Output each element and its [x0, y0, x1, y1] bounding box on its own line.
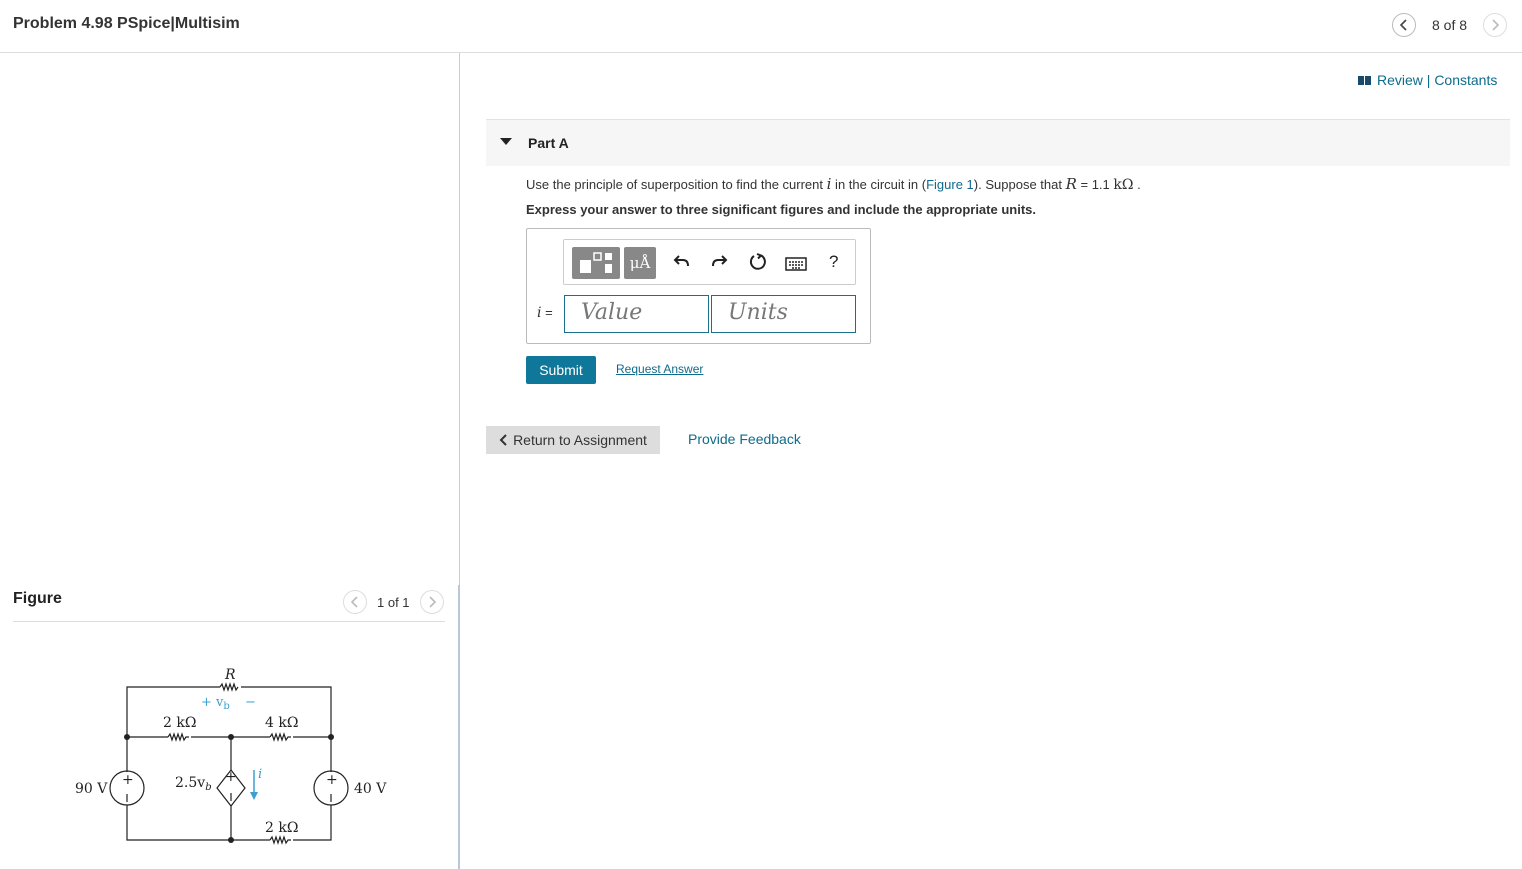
question-eq: = 1.1 — [1076, 177, 1114, 192]
question-mid: in the circuit in ( — [831, 177, 927, 192]
question-pre: Use the principle of superposition to find the current — [526, 177, 827, 192]
help-button[interactable]: ? — [829, 252, 839, 271]
value-input[interactable]: Value — [564, 295, 709, 333]
circuit-diagram — [60, 655, 400, 855]
next-problem-button[interactable] — [1483, 13, 1507, 37]
v2-plus: + — [326, 772, 338, 788]
part-title: Part A — [528, 135, 569, 151]
figure-divider — [13, 621, 445, 622]
v1-label: 90 V — [75, 781, 108, 797]
figure-link[interactable]: Figure 1 — [926, 177, 974, 192]
review-constants-label: Review | Constants — [1377, 72, 1498, 88]
question-post: ). Suppose that — [973, 177, 1066, 192]
previous-figure-button[interactable] — [343, 590, 367, 614]
keyboard-icon[interactable] — [785, 255, 807, 276]
redo-icon[interactable] — [710, 252, 728, 275]
next-figure-button[interactable] — [420, 590, 444, 614]
panel-resize-handle[interactable] — [458, 585, 460, 869]
question-unit: kΩ — [1113, 177, 1134, 193]
undo-icon[interactable] — [673, 252, 691, 275]
previous-problem-button[interactable] — [1392, 13, 1416, 37]
problem-pager: 8 of 8 — [1432, 17, 1468, 33]
answer-eq: = — [541, 305, 553, 320]
instruction-text: Express your answer to three significant figures and include the appropriate units. — [526, 202, 1036, 217]
chevron-right-icon — [1490, 19, 1500, 31]
question-var: i — [826, 175, 832, 193]
request-answer-link[interactable]: Request Answer — [616, 362, 704, 376]
question-text — [526, 175, 1141, 193]
v2-label: 40 V — [354, 781, 387, 797]
r3-label: 2 kΩ — [265, 820, 299, 836]
answer-variable-label — [537, 305, 553, 321]
question-end: . — [1133, 177, 1141, 192]
caret-down-icon[interactable] — [500, 138, 512, 145]
vb-label: + $v_b$ — [201, 695, 230, 712]
r1-label: 2 kΩ — [163, 715, 197, 731]
book-icon — [1358, 76, 1371, 85]
review-constants-link[interactable] — [1358, 72, 1497, 88]
figure-title: Figure — [13, 590, 62, 607]
page-title: Problem 4.98 PSpice|Multisim — [13, 15, 240, 32]
r-label: R — [225, 667, 236, 683]
reset-icon[interactable] — [748, 252, 768, 277]
submit-button[interactable]: Submit — [526, 356, 596, 384]
v1-plus: + — [122, 772, 134, 788]
templates-icon — [578, 251, 614, 275]
units-input[interactable]: Units — [711, 295, 856, 333]
vb-minus-label: − — [245, 695, 256, 710]
r2-label: 4 kΩ — [265, 715, 299, 731]
chevron-right-icon — [427, 596, 437, 608]
return-to-assignment-button[interactable] — [486, 426, 660, 454]
provide-feedback-link[interactable]: Provide Feedback — [688, 431, 801, 447]
question-r: R — [1065, 175, 1077, 193]
header-divider — [0, 52, 1522, 53]
figure-pager: 1 of 1 — [377, 595, 410, 610]
chevron-left-icon — [499, 434, 509, 446]
part-a-header[interactable] — [486, 119, 1510, 166]
templates-button[interactable] — [572, 247, 620, 279]
chevron-left-icon — [1399, 19, 1409, 31]
dep-source-label: $2.5v_b$ — [175, 775, 212, 793]
current-label: i — [258, 767, 263, 782]
dep-plus: + — [225, 769, 237, 785]
answer-var: i — [537, 305, 542, 321]
return-label: Return to Assignment — [513, 432, 647, 448]
chevron-left-icon — [350, 596, 360, 608]
units-button[interactable]: μÅ — [624, 247, 656, 279]
